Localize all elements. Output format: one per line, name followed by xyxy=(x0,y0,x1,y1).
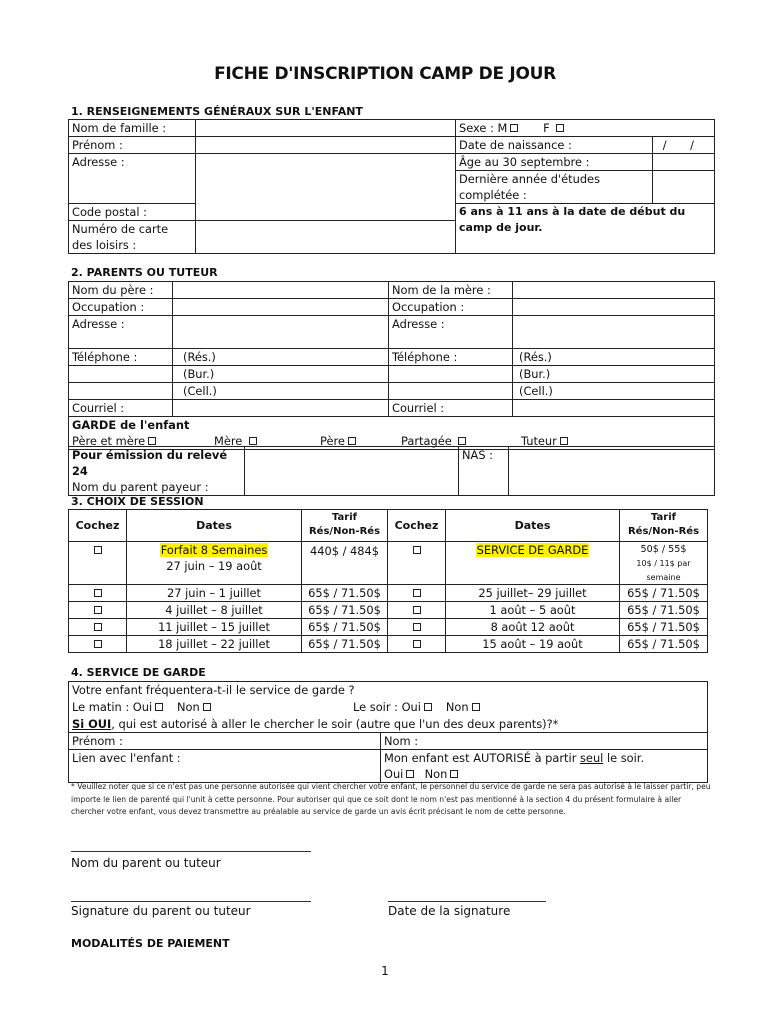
age-note-line2: camp de jour. xyxy=(459,221,543,234)
autorise-seul: seul xyxy=(580,750,604,765)
nom-famille-field[interactable] xyxy=(196,120,456,137)
service-garde-tarif-sub1: 10$ / 11$ par xyxy=(636,559,691,568)
session-checkbox[interactable] xyxy=(94,606,102,614)
autorise-nom[interactable]: Nom : xyxy=(381,732,708,749)
code-postal-label: Code postal : xyxy=(69,204,196,221)
matin-soir-row xyxy=(69,699,708,716)
garde-checkbox-cell xyxy=(388,542,446,585)
service-garde-tarif-sub2: semaine xyxy=(646,573,681,582)
adresse-label-spacer xyxy=(69,171,196,204)
carte-loisirs-line2: des loisirs : xyxy=(72,238,137,252)
date-signature-label: Date de la signature xyxy=(388,904,511,918)
autorise-seul-text xyxy=(384,750,704,766)
matin-non-label: Non xyxy=(177,699,200,714)
parent-signature-line[interactable] xyxy=(71,901,311,902)
forfait-cell xyxy=(127,542,302,585)
session-dates: 27 juin – 1 juillet xyxy=(127,585,302,602)
courriel-pere-field[interactable] xyxy=(173,400,389,417)
service-garde-table xyxy=(68,681,708,783)
forfait-dates: 27 juin – 19 août xyxy=(166,559,262,573)
sexe-label: Sexe : xyxy=(459,121,494,135)
section3-heading: 3. CHOIX DE SESSION xyxy=(71,495,204,508)
matin-oui-label: Le matin : Oui xyxy=(72,699,153,714)
session-dates: 4 juillet – 8 juillet xyxy=(127,602,302,619)
telephone-mere-spacer xyxy=(389,366,513,383)
date-naissance-field[interactable]: / / xyxy=(653,137,715,154)
child-info-table xyxy=(68,119,715,254)
row-3-left-cb xyxy=(69,636,127,653)
session-checkbox[interactable] xyxy=(413,640,421,648)
garde-partagee-checkbox[interactable] xyxy=(458,437,466,445)
autorise-post: le soir. xyxy=(603,750,645,765)
soir-non-checkbox[interactable] xyxy=(472,703,480,711)
session-checkbox[interactable] xyxy=(94,623,102,631)
sexe-m-checkbox[interactable] xyxy=(510,124,518,132)
parent-payeur-label: Nom du parent payeur : xyxy=(72,480,209,494)
section4-heading: 4. SERVICE DE GARDE xyxy=(71,666,206,679)
telephone-mere-cell[interactable]: (Cell.) xyxy=(513,383,715,400)
occupation-pere-field[interactable] xyxy=(173,299,389,316)
age-note-line1: 6 ans à 11 ans à la date de début du xyxy=(459,205,686,218)
releve-label xyxy=(69,447,245,496)
autorise-seul-options xyxy=(384,766,704,782)
garde-pere-label: Père xyxy=(320,434,345,448)
matin-oui-checkbox[interactable] xyxy=(155,703,163,711)
adresse-mere-field[interactable] xyxy=(513,316,715,349)
seul-non-checkbox[interactable] xyxy=(450,770,458,778)
sexe-field xyxy=(456,120,715,137)
parent-nom-line[interactable] xyxy=(71,851,311,852)
autorise-lien[interactable]: Lien avec l'enfant : xyxy=(69,749,381,782)
soir-non-label: Non xyxy=(445,699,469,714)
service-garde-tarif: 50$ / 55$ xyxy=(640,544,687,555)
session-checkbox[interactable] xyxy=(94,640,102,648)
session-dates: 25 juillet– 29 juillet xyxy=(446,585,620,602)
seul-oui-checkbox[interactable] xyxy=(406,770,414,778)
matin-non-checkbox[interactable] xyxy=(203,703,211,711)
carte-loisirs-label xyxy=(69,221,196,254)
session-tarif: 65$ / 71.50$ xyxy=(620,602,708,619)
adresse-mere-label: Adresse : xyxy=(389,316,513,349)
session-checkbox[interactable] xyxy=(413,623,421,631)
parent-nom-label: Nom du parent ou tuteur xyxy=(71,856,221,870)
age-requirement-note xyxy=(456,204,715,254)
adresse-pere-field[interactable] xyxy=(173,316,389,349)
service-garde-tarif-cell xyxy=(620,542,708,585)
releve-title: Pour émission du relevé 24 xyxy=(72,448,228,478)
age-label: Âge au 30 septembre : xyxy=(456,154,653,171)
garde-title: GARDE de l'enfant xyxy=(72,418,190,432)
seul-oui-label: Oui xyxy=(384,766,404,781)
courriel-mere-field[interactable] xyxy=(513,400,715,417)
forfait-checkbox[interactable] xyxy=(94,546,102,554)
nas-label: NAS : xyxy=(459,447,509,496)
session-checkbox[interactable] xyxy=(94,589,102,597)
soir-oui-label: Le soir : Oui xyxy=(352,699,421,714)
session-dates: 18 juillet – 22 juillet xyxy=(127,636,302,653)
adresse-field[interactable] xyxy=(196,154,456,221)
col-tarif-left-line1: Tarif xyxy=(332,512,357,523)
garde-tuteur-checkbox[interactable] xyxy=(560,437,568,445)
carte-loisirs-field[interactable] xyxy=(196,221,456,254)
releve-table xyxy=(68,446,715,496)
derniere-annee-line2: complétée : xyxy=(459,188,527,202)
prenom-field[interactable] xyxy=(196,137,456,154)
nom-mere-label: Nom de la mère : xyxy=(389,282,513,299)
service-garde-checkbox[interactable] xyxy=(413,546,421,554)
telephone-mere-bur[interactable]: (Bur.) xyxy=(513,366,715,383)
nom-pere-label: Nom du père : xyxy=(69,282,173,299)
carte-loisirs-line1: Numéro de carte xyxy=(72,222,169,236)
telephone-pere-bur[interactable]: (Bur.) xyxy=(173,366,389,383)
session-dates: 11 juillet – 15 juillet xyxy=(127,619,302,636)
col-dates-left: Dates xyxy=(127,510,302,542)
session-checkbox[interactable] xyxy=(413,606,421,614)
garde-mere-label: Mère xyxy=(214,434,243,448)
session-table xyxy=(68,509,708,653)
col-dates-right: Dates xyxy=(446,510,620,542)
autorise-prenom[interactable]: Prénom : xyxy=(69,732,381,749)
row-2-right-cb xyxy=(388,619,446,636)
page-number: 1 xyxy=(381,964,389,978)
row-3-right-cb xyxy=(388,636,446,653)
session-tarif: 65$ / 71.50$ xyxy=(620,619,708,636)
session-tarif: 65$ / 71.50$ xyxy=(620,585,708,602)
courriel-mere-label: Courriel : xyxy=(389,400,513,417)
col-tarif-left xyxy=(302,510,388,542)
derniere-annee-field[interactable] xyxy=(653,171,715,204)
page-title: FICHE D'INSCRIPTION CAMP DE JOUR xyxy=(214,64,556,84)
courriel-pere-label: Courriel : xyxy=(69,400,173,417)
session-tarif: 65$ / 71.50$ xyxy=(302,636,388,653)
telephone-mere-spacer-2 xyxy=(389,383,513,400)
occupation-pere-label: Occupation : xyxy=(69,299,173,316)
date-naissance-label: Date de naissance : xyxy=(456,137,653,154)
occupation-mere-field[interactable] xyxy=(513,299,715,316)
sexe-f-checkbox[interactable] xyxy=(556,124,564,132)
col-cochez-right: Cochez xyxy=(388,510,446,542)
session-checkbox[interactable] xyxy=(413,589,421,597)
si-oui-row xyxy=(69,716,708,733)
nom-mere-field[interactable] xyxy=(513,282,715,299)
col-tarif-right-line2: Rés/Non-Rés xyxy=(627,526,700,537)
service-garde-label: SERVICE DE GARDE xyxy=(476,543,589,557)
autorise-pre: Mon enfant est AUTORISÉ à partir xyxy=(384,750,580,765)
nas-field[interactable] xyxy=(509,447,715,496)
nom-pere-field[interactable] xyxy=(173,282,389,299)
adresse-pere-label: Adresse : xyxy=(69,316,173,349)
si-oui-question: , qui est autorisé à aller le chercher le soir (autre que l'un des deux parents)?* xyxy=(111,716,559,731)
row-0-right-cb xyxy=(388,585,446,602)
authorization-note: * Veuillez noter que si ce n'est pas une personne autorisée qui vient chercher votre enfant, le personnel du service de garde ne sera pas autorisé à le laisser partir, peu importe le lien de parenté qui l'unit à cette personne. Pour autoriser qui que ce soit dont le nom n'est pas mentionné à la section 4 du présent formulaire à aller chercher votre enfant, vous devez transmettre au préalable au service de garde un avis écrit précisant le nom de cette personne. xyxy=(71,782,711,817)
row-1-left-cb xyxy=(69,602,127,619)
garde-mere-checkbox[interactable] xyxy=(249,437,257,445)
session-tarif: 65$ / 71.50$ xyxy=(620,636,708,653)
date-signature-line[interactable] xyxy=(388,901,546,902)
sexe-f-label: F xyxy=(543,121,550,135)
session-tarif: 65$ / 71.50$ xyxy=(302,585,388,602)
age-field[interactable] xyxy=(653,154,715,171)
garde-tuteur-label: Tuteur xyxy=(521,434,557,448)
parent-signature-label: Signature du parent ou tuteur xyxy=(71,904,251,918)
autorise-seul-cell xyxy=(381,749,708,782)
telephone-pere-label: Téléphone : xyxy=(69,349,173,366)
derniere-annee-label xyxy=(456,171,653,204)
service-garde-question: Votre enfant fréquentera-t-il le service de garde ? xyxy=(69,682,708,699)
col-tarif-right-line1: Tarif xyxy=(651,512,676,523)
si-oui-label: Si OUI xyxy=(72,716,112,731)
soir-oui-checkbox[interactable] xyxy=(424,703,432,711)
telephone-pere-cell[interactable]: (Cell.) xyxy=(173,383,389,400)
modalites-heading: MODALITÉS DE PAIEMENT xyxy=(71,937,230,950)
garde-pere-et-mere-label: Père et mère xyxy=(72,434,146,448)
telephone-mere-label: Téléphone : xyxy=(389,349,513,366)
section1-heading: 1. RENSEIGNEMENTS GÉNÉRAUX SUR L'ENFANT xyxy=(71,105,363,118)
garde-pere-et-mere-checkbox[interactable] xyxy=(148,437,156,445)
section2-heading: 2. PARENTS OU TUTEUR xyxy=(71,266,218,279)
session-dates: 15 août – 19 août xyxy=(446,636,620,653)
session-tarif: 65$ / 71.50$ xyxy=(302,619,388,636)
prenom-label: Prénom : xyxy=(69,137,196,154)
row-1-right-cb xyxy=(388,602,446,619)
occupation-mere-label: Occupation : xyxy=(389,299,513,316)
telephone-pere-spacer-2 xyxy=(69,383,173,400)
sexe-m-label: M xyxy=(497,121,508,135)
telephone-pere-spacer xyxy=(69,366,173,383)
session-dates: 8 août 12 août xyxy=(446,619,620,636)
forfait-checkbox-cell xyxy=(69,542,127,585)
nom-famille-label: Nom de famille : xyxy=(69,120,196,137)
seul-non-label: Non xyxy=(424,766,448,781)
col-tarif-left-line2: Rés/Non-Rés xyxy=(308,526,381,537)
col-cochez-left: Cochez xyxy=(69,510,127,542)
forfait-tarif: 440$ / 484$ xyxy=(302,542,388,585)
service-garde-cell xyxy=(446,542,620,585)
row-2-left-cb xyxy=(69,619,127,636)
garde-row xyxy=(69,417,715,450)
telephone-mere-res[interactable]: (Rés.) xyxy=(513,349,715,366)
parent-payeur-field[interactable] xyxy=(245,447,459,496)
parents-table xyxy=(68,281,715,450)
session-tarif: 65$ / 71.50$ xyxy=(302,602,388,619)
session-dates: 1 août – 5 août xyxy=(446,602,620,619)
garde-partagee-label: Partagée xyxy=(401,434,452,448)
telephone-pere-res[interactable]: (Rés.) xyxy=(173,349,389,366)
row-0-left-cb xyxy=(69,585,127,602)
garde-pere-checkbox[interactable] xyxy=(348,437,356,445)
forfait-label: Forfait 8 Semaines xyxy=(160,543,268,557)
adresse-label: Adresse : xyxy=(69,154,196,171)
derniere-annee-line1: Dernière année d'études xyxy=(459,172,600,186)
col-tarif-right xyxy=(620,510,708,542)
